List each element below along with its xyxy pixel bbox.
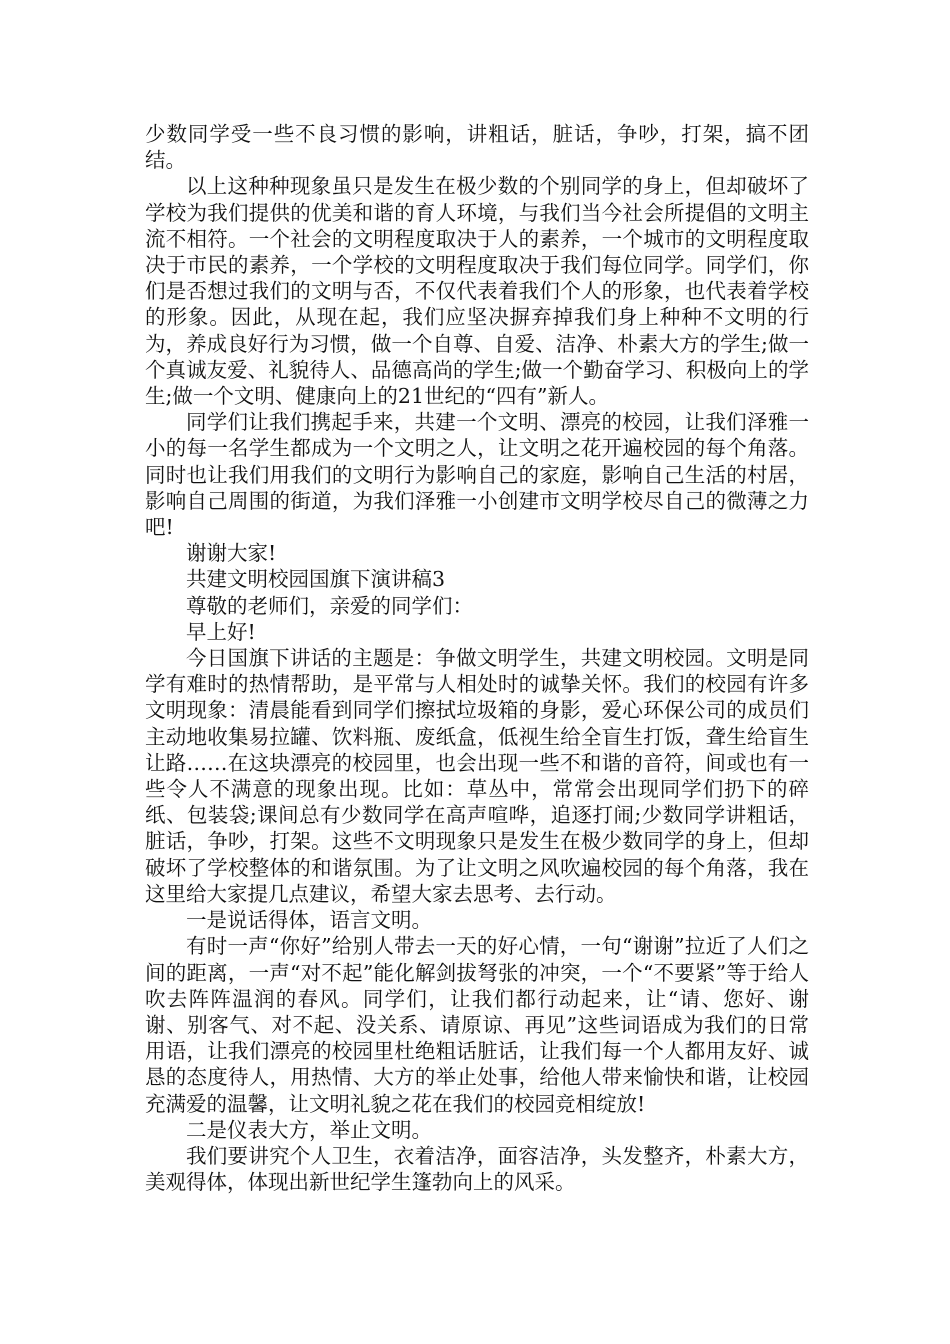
paragraph: 少数同学受一些不良习惯的影响，讲粗话，脏话，争吵，打架，搞不团结。	[145, 122, 809, 173]
point-heading: 二是仪表大方，举止文明。	[186, 1117, 432, 1142]
paragraph: 以上这种种现象虽只是发生在极少数的个别同学的身上，但却破坏了学校为我们提供的优美和谐的育人环境，与我们当今社会所提倡的文明主流不相符。一个社会的文明程度取决于人的素养，一个城市的文明程度取决于市民的素养，一个学校的文明程度取决于我们每位同学。同学们，你们是否想过我们的文明与否，不仅代表着我们个人的形象，也代表着学校的形象。因此，从现在起，我们应坚决摒弃掉我们身上种种不文明的行为，养成良好行为习惯，做一个自尊、自爱、洁净、朴素大方的学生;做一个真诚友爱、礼貌待人、品德高尚的学生;做一个勤奋学习、积极向上的学生;做一个文明、健康向上的21世纪的“四有”新人。	[145, 174, 809, 409]
paragraph: 我们要讲究个人卫生，衣着洁净，面容洁净，头发整齐，朴素大方，美观得体，体现出新世纪学生篷勃向上的风采。	[145, 1143, 809, 1195]
paragraph: 有时一声“你好”给别人带去一天的好心情，一句“谢谢”拉近了人们之间的距离，一声“对不起”能化解剑拔弩张的冲突，一个“不要紧”等于给人吹去阵阵温润的春风。同学们，让我们都行动起来，让“请、您好、谢谢、别客气、对不起、没关系、请原谅、再见”这些词语成为我们的日常用语，让我们漂亮的校园里杜绝粗话脏话，让我们每一个人都用友好、诚恳的态度待人，用热情、大方的举止处事，给他人带来愉快和谐，让校园充满爱的温馨，让文明礼貌之花在我们的校园竞相绽放!	[145, 934, 809, 1116]
section-title: 共建文明校园国旗下演讲稿3	[186, 567, 446, 592]
paragraph: 今日国旗下讲话的主题是：争做文明学生，共建文明校园。文明是同学有难时的热情帮助，是平常与人相处时的诚挚关怀。我们的校园有许多文明现象：清晨能看到同学们擦拭垃圾箱的身影，爱心环保公司的成员们主动地收集易拉罐、饮料瓶、废纸盒，低视生给全盲生打饭，聋生给盲生让路……在这块漂亮的校园里，也会出现一些不和谐的音符，间或也有一些令人不满意的现象出现。比如：草丛中，常常会出现同学们扔下的碎纸、包装袋;课间总有少数同学在高声喧哗，追逐打闹;少数同学讲粗话，脏话，争吵，打架。这些不文明现象只是发生在极少数同学的身上，但却破坏了学校整体的和谐氛围。为了让文明之风吹遍校园的每个角落，我在这里给大家提几点建议，希望大家去思考、去行动。	[145, 646, 809, 906]
greeting: 早上好!	[186, 619, 256, 644]
closing-line: 谢谢大家!	[186, 541, 277, 566]
salutation: 尊敬的老师们，亲爱的同学们：	[186, 593, 473, 618]
document-page	[145, 121, 809, 1195]
point-heading: 一是说话得体，语言文明。	[186, 908, 432, 933]
paragraph: 同学们让我们携起手来，共建一个文明、漂亮的校园，让我们泽雅一小的每一名学生都成为一个文明之人，让文明之花开遍校园的每个角落。同时也让我们用我们的文明行为影响自己的家庭，影响自己生活的村居，影响自己周围的街道，为我们泽雅一小创建市文明学校尽自己的微薄之力吧!	[145, 410, 809, 540]
